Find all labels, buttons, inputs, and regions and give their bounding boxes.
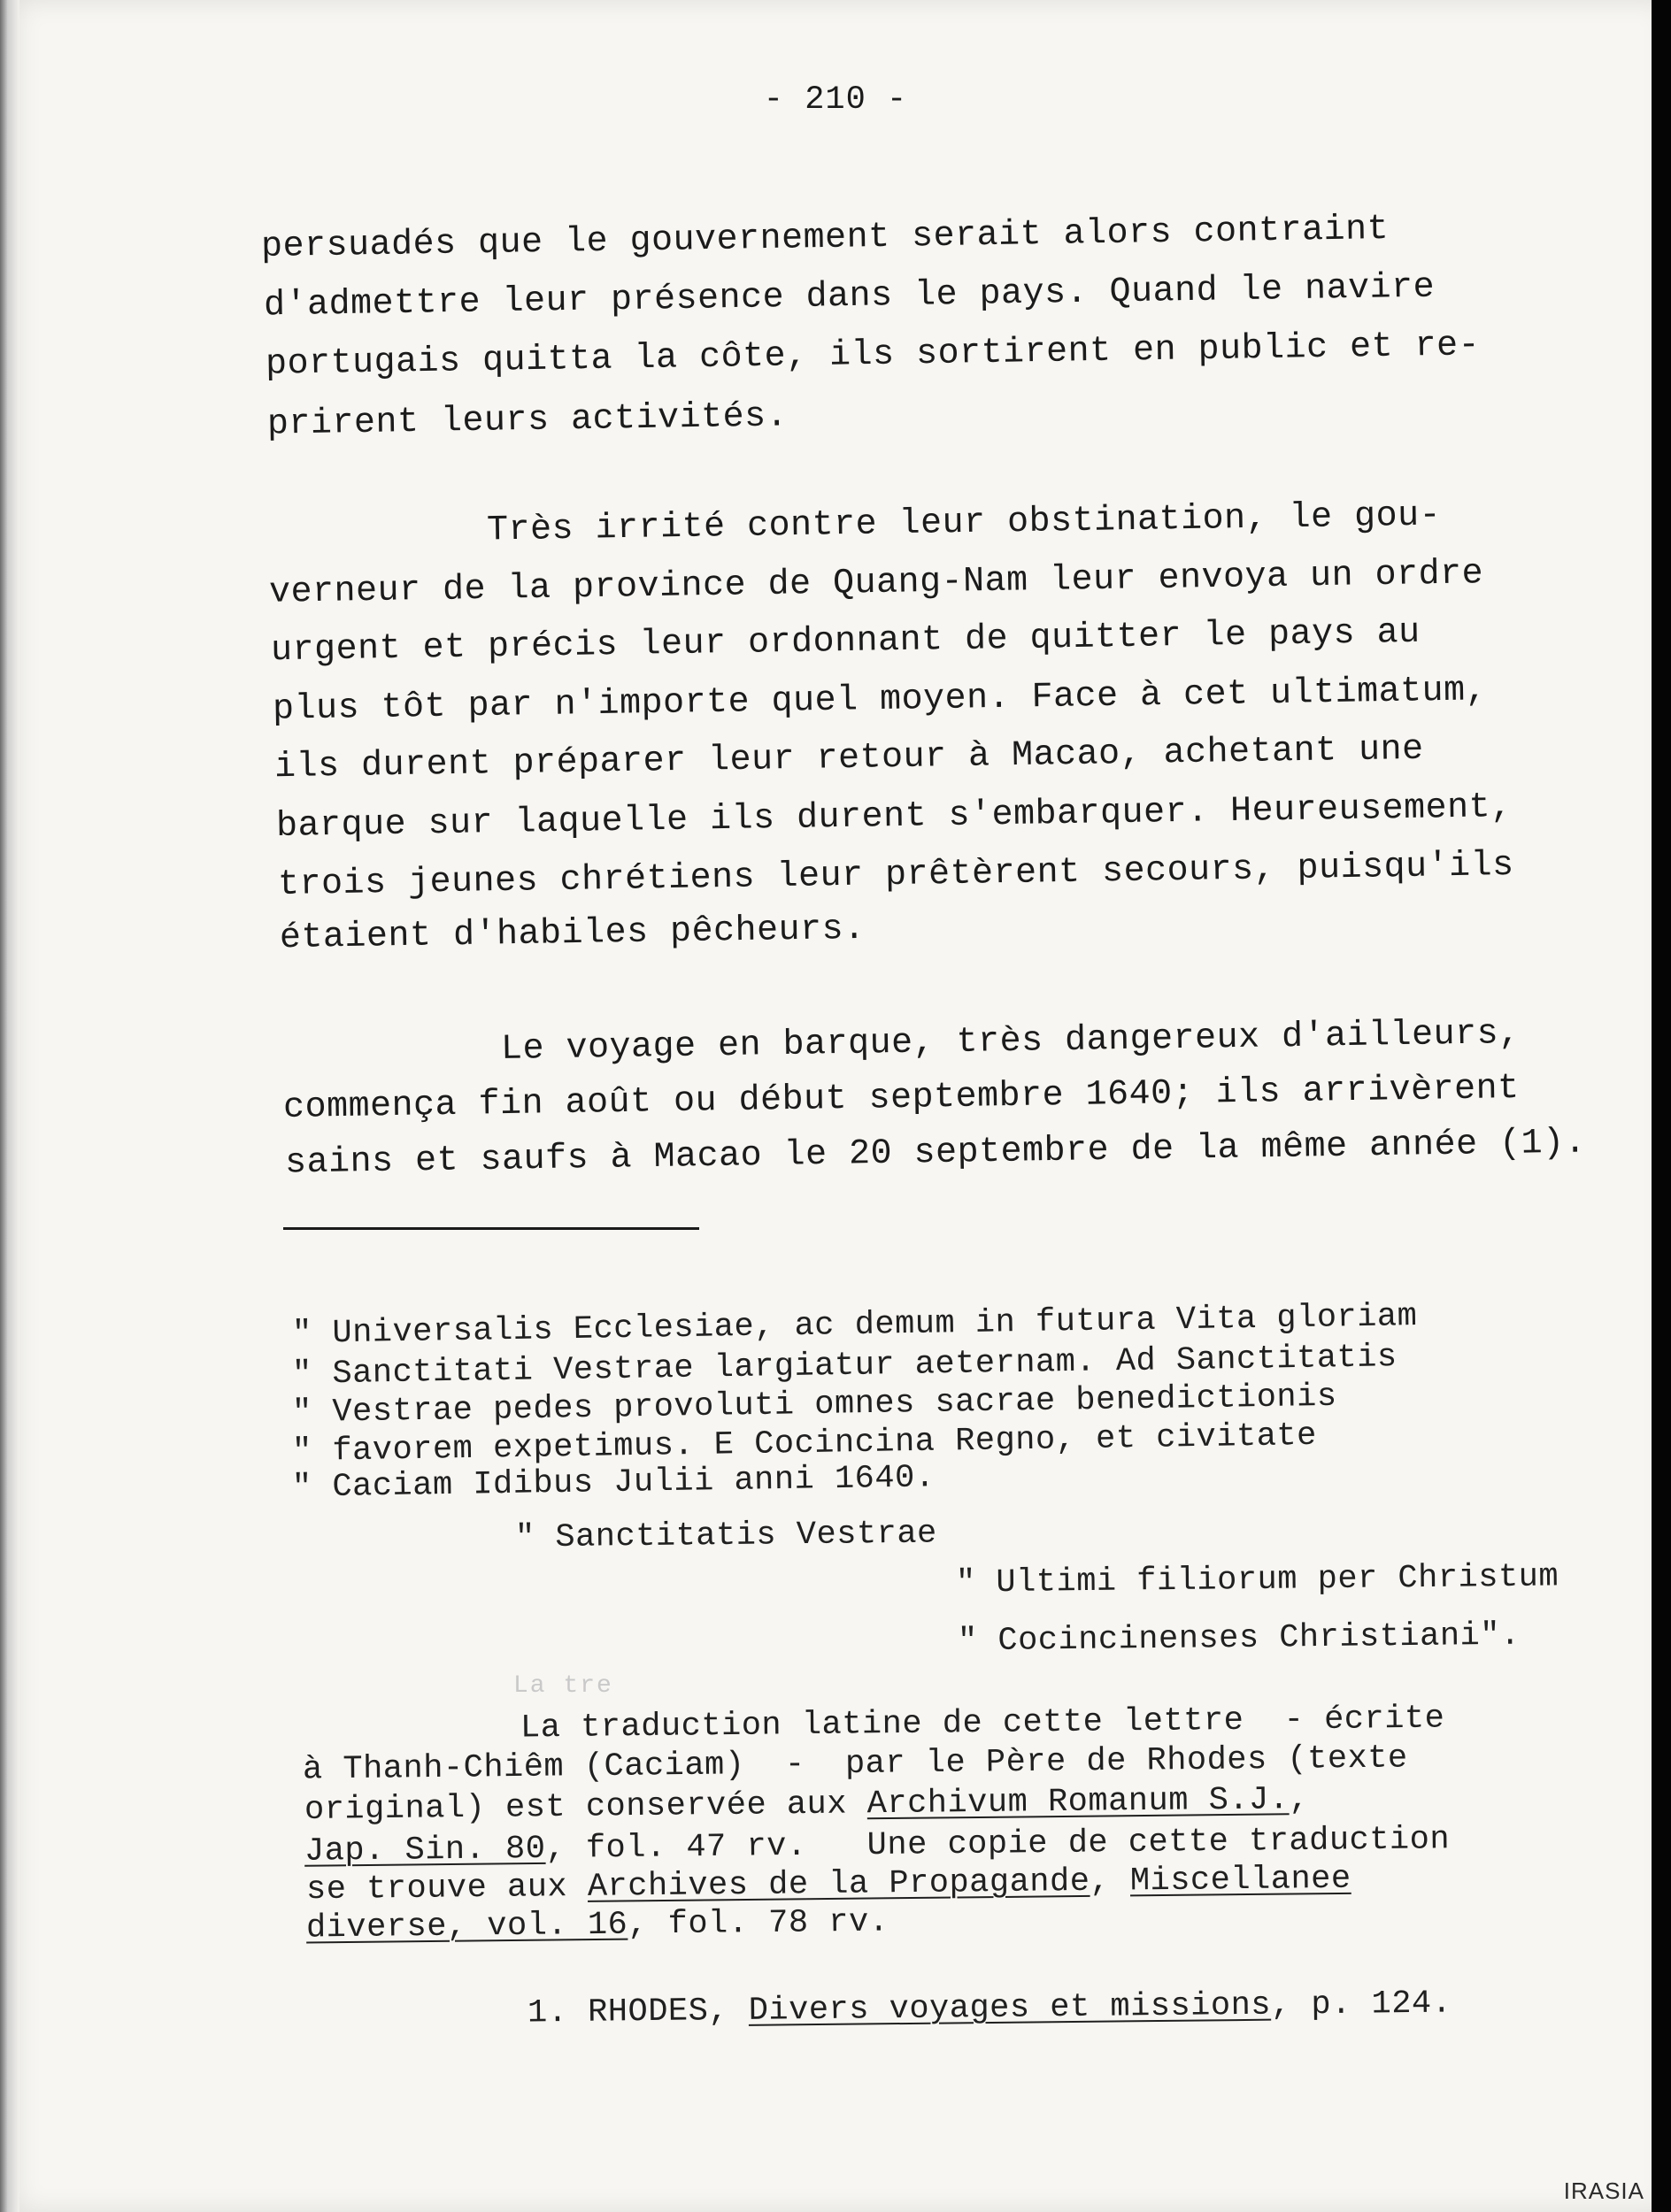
faint-typed-marks: La tre <box>513 1672 613 1700</box>
footnote-latin-line: " Vestrae pedes provoluti omnes sacrae benedictionis <box>291 1378 1337 1432</box>
footnote-latin-line: " favorem expetimus. E Cocincina Regno, et civitate <box>291 1417 1318 1471</box>
archive-watermark: IRASIA <box>1563 2177 1644 2204</box>
body-line: verneur de la province de Quang-Nam leur envoya un ordre <box>268 554 1484 613</box>
body-line: sains et saufs à Macao le 20 septembre de la même année (1). <box>284 1123 1587 1184</box>
translation-note-line: diverse, vol. 16, fol. 78 rv. <box>305 1903 889 1947</box>
body-line: d'admettre leur présence dans le pays. Quand le navire <box>263 267 1436 326</box>
archive-reference: Archives de la Propagande <box>587 1863 1090 1906</box>
translation-note-line: Jap. Sin. 80, fol. 47 rv. Une copie de cette traduction <box>304 1821 1451 1870</box>
translation-note-line: original) est conservée aux Archivum Romanum S.J., <box>304 1781 1310 1829</box>
body-line: commença fin août ou début septembre 1640; ils arrivèrent <box>282 1069 1520 1128</box>
book-title: Divers voyages et missions <box>748 1986 1272 2030</box>
footnote-latin-line: " Caciam Idibus Julii anni 1640. <box>291 1459 936 1507</box>
body-line: ils durent préparer leur retour à Macao, achetant une <box>273 729 1424 788</box>
body-line: persuadés que le gouvernement serait alors contraint <box>260 209 1390 268</box>
footnote-closing-line: " Sanctitatis Vestrae <box>514 1515 937 1557</box>
body-line: trois jeunes chrétiens leur prêtèrent secours, puisqu'ils <box>277 846 1514 905</box>
footnote-reference: 1. RHODES, Divers voyages et missions, p. 124. <box>527 1985 1452 2032</box>
scan-edge <box>1652 0 1671 2212</box>
body-line: portugais quitta la côte, ils sortirent en public et re- <box>265 326 1481 385</box>
body-line: urgent et précis leur ordonnant de quitter le pays au <box>270 612 1421 672</box>
body-line: étaient d'habiles pêcheurs. <box>279 909 866 959</box>
footnote-closing-line: " Cocincinenses Christiani". <box>957 1617 1521 1661</box>
translation-note-line: La traduction latine de cette lettre - écrite <box>520 1700 1445 1747</box>
archive-reference: Archivum Romanum S.J. <box>866 1781 1290 1824</box>
archive-reference: Jap. Sin. 80 <box>304 1830 546 1870</box>
archive-reference: diverse, vol. 16 <box>305 1906 628 1947</box>
translation-note-line: se trouve aux Archives de la Propagande, Miscellanee <box>305 1860 1351 1909</box>
archive-reference: Miscellanee <box>1129 1860 1351 1901</box>
footnote-closing-line: " Ultimi filiorum per Christum <box>955 1558 1559 1602</box>
footnote-latin-line: " Universalis Ecclesiae, ac demum in futura Vita gloriam <box>291 1298 1418 1353</box>
page-binding-shadow <box>0 0 19 2212</box>
body-line: Le voyage en barque, très dangereux d'ailleurs, <box>500 1013 1521 1071</box>
page-number: - 210 - <box>763 81 908 119</box>
body-line: prirent leurs activités. <box>266 396 789 445</box>
footnote-latin-line: " Sanctitati Vestrae largiatur aeternam. Ad Sanctitatis <box>291 1339 1398 1394</box>
body-line: plus tôt par n'importe quel moyen. Face à cet ultimatum, <box>272 671 1488 730</box>
footnote-separator <box>283 1227 699 1230</box>
body-line: barque sur laquelle ils durent s'embarquer. Heureusement, <box>275 787 1513 847</box>
translation-note-line: à Thanh-Chiêm (Caciam) - par le Père de Rhodes (texte <box>302 1740 1408 1789</box>
body-line: Très irrité contre leur obstination, le gou- <box>486 495 1442 551</box>
